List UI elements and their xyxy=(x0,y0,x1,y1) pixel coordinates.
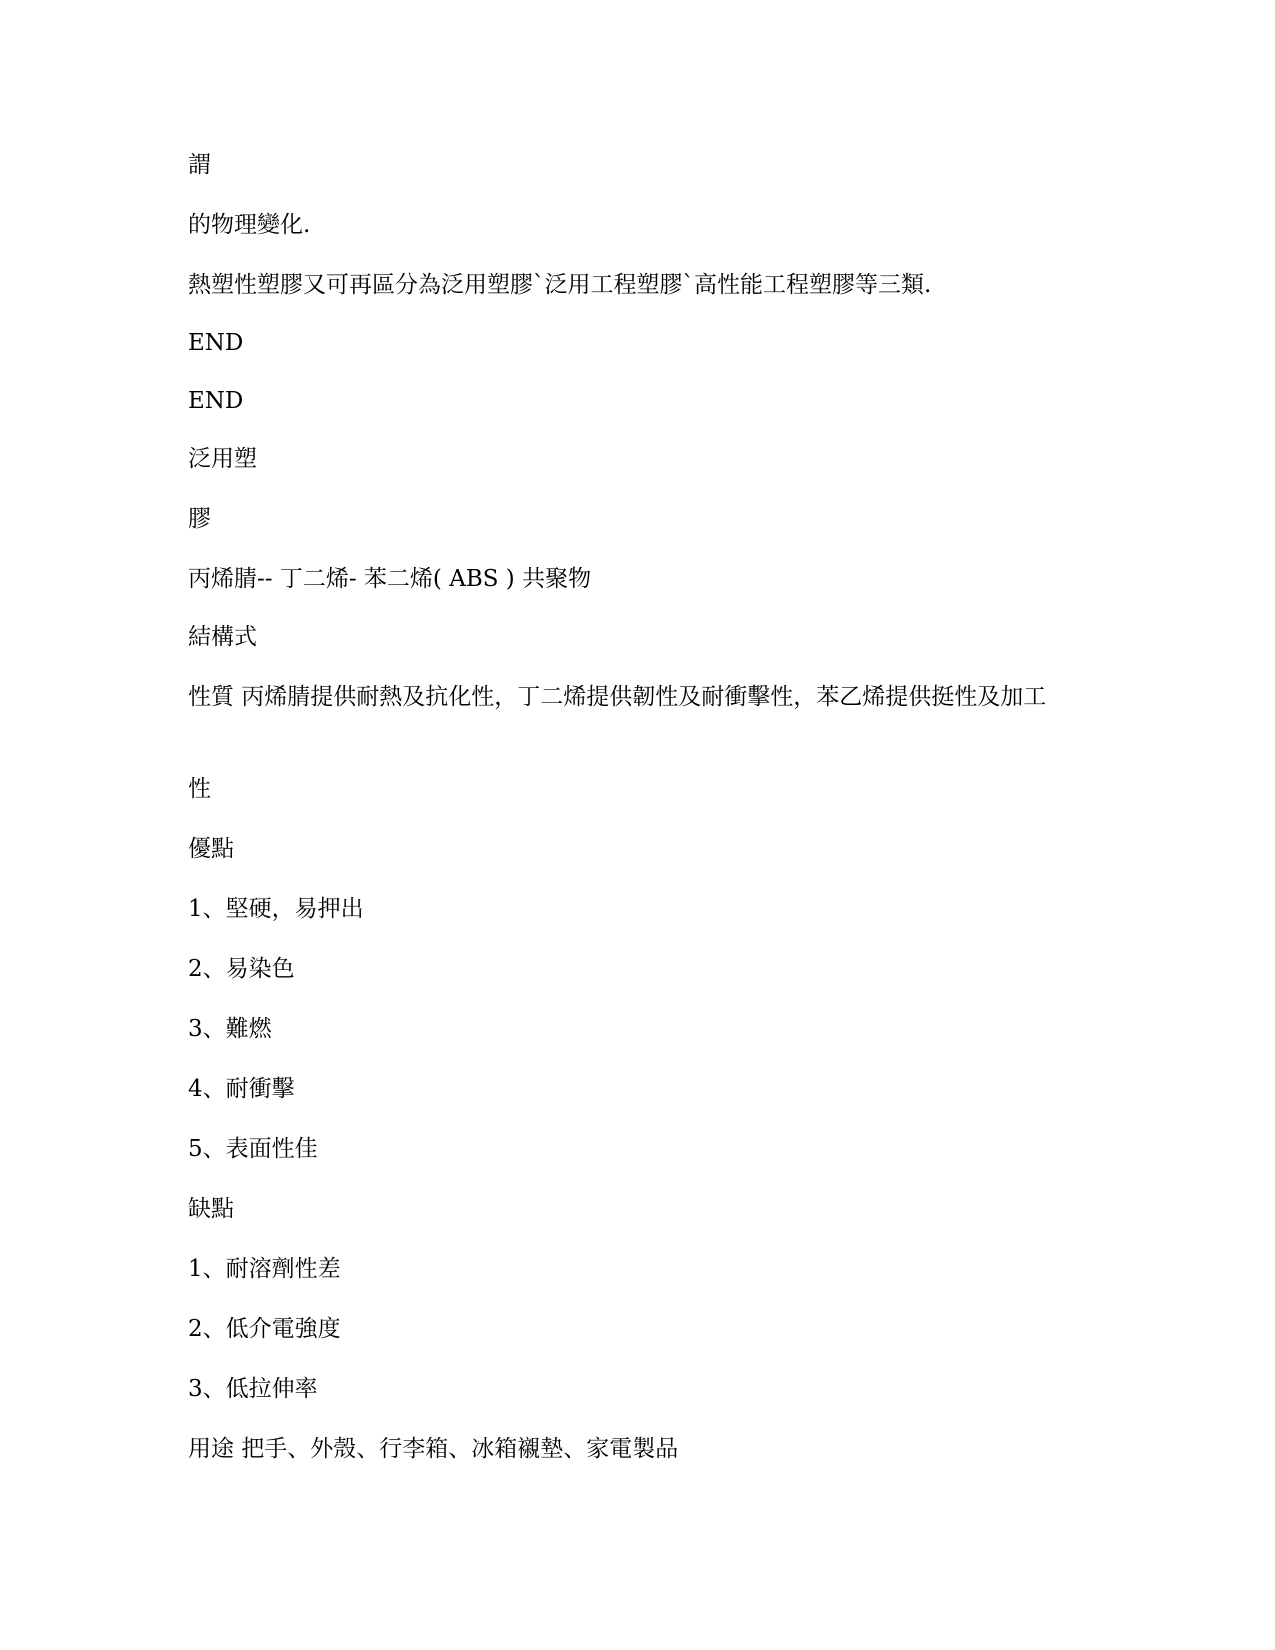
text-line: 泛用塑 xyxy=(188,446,257,472)
text-line: 結構式 xyxy=(188,624,257,650)
text-line: 2、低介電強度 xyxy=(188,1316,341,1342)
text-line: 用途 把手、外殼、行李箱、冰箱襯墊、家電製品 xyxy=(188,1436,679,1462)
text-line: 丙烯腈-- 丁二烯- 苯二烯( ABS ) 共聚物 xyxy=(188,566,592,592)
text-line: 3、難燃 xyxy=(188,1016,272,1042)
text-line: 3、低拉伸率 xyxy=(188,1376,318,1402)
text-line: 4、耐衝擊 xyxy=(188,1076,295,1102)
text-line: 5、表面性佳 xyxy=(188,1136,318,1162)
text-line: 謂 xyxy=(188,152,211,178)
text-line: 優點 xyxy=(188,836,234,862)
text-line: 缺點 xyxy=(188,1196,234,1222)
text-line: 1、堅硬，易押出 xyxy=(188,896,364,922)
text-line: 1、耐溶劑性差 xyxy=(188,1256,341,1282)
text-line: 2、易染色 xyxy=(188,956,295,982)
text-line: 膠 xyxy=(188,506,211,532)
text-line: END xyxy=(188,330,244,356)
text-line: 熱塑性塑膠又可再區分為泛用塑膠`泛用工程塑膠`高性能工程塑膠等三類. xyxy=(188,272,932,298)
text-line: 性 xyxy=(188,776,211,802)
text-line-wrapped: 性質 丙烯腈提供耐熱及抗化性，丁二烯提供韌性及耐衝擊性，苯乙烯提供挺性及加工 xyxy=(188,684,1047,710)
text-line: END xyxy=(188,388,244,414)
text-line: 的物理變化. xyxy=(188,212,311,238)
